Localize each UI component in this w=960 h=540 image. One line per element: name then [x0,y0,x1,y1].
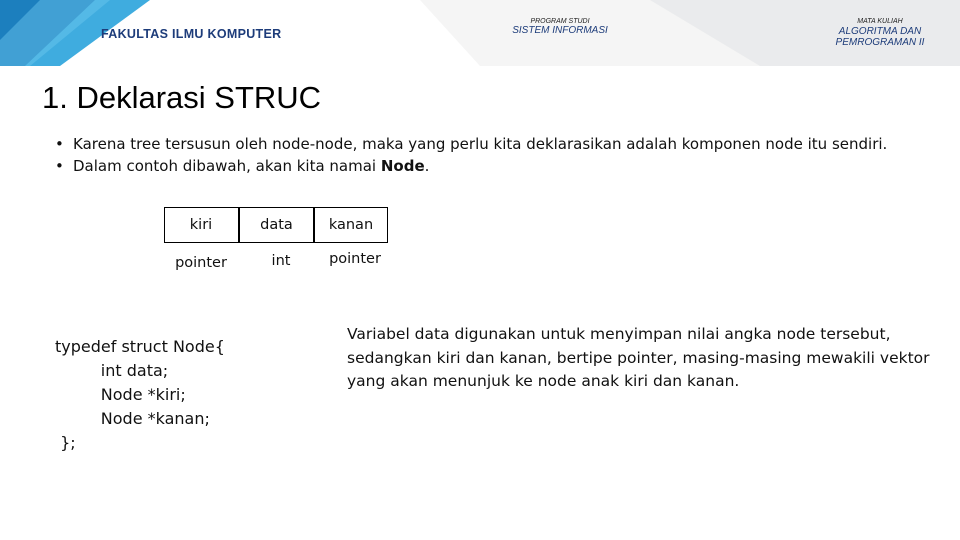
node-cell-kanan: kanan [328,217,374,233]
code-line: }; [60,433,76,452]
code-block [55,335,225,455]
node-type-kanan: pointer [329,251,381,267]
node-type-data: int [271,253,291,269]
program-name: SISTEM INFORMASI [512,25,608,36]
code-indent [55,409,101,428]
header-bar [0,0,960,66]
code-line: typedef struct Node{ [55,337,225,356]
course [820,18,940,48]
slide-title: 1. Deklarasi STRUC [42,80,322,115]
course-name-line1: ALGORITMA DAN [838,26,922,37]
faculty-name: FAKULTAS ILMU KOMPUTER [101,27,282,41]
bullet-item [55,155,905,177]
code-line: int data; [100,361,169,380]
node-cell-kiri: kiri [189,217,213,233]
explanation-text: Variabel data digunakan untuk menyimpan nilai angka node tersebut, sedangkan kiri dan kanan, bertipe pointer, masing-masing mewakili vektor yang akan menunjuk ke node anak kiri dan kanan. [347,325,930,390]
code-line: Node *kanan; [100,409,210,428]
bullet-list [55,133,905,177]
bullet-end: . [424,157,430,175]
code-line: Node *kiri; [100,385,186,404]
program-label: PROGRAM STUDI [530,18,590,25]
course-name-line2: PEMROGRAMAN II [835,37,925,48]
code-indent [55,361,101,380]
node-type-kiri: pointer [175,255,227,271]
node-cell-data: data [260,217,293,233]
code-indent [55,385,101,404]
course-label: MATA KULIAH [857,18,903,25]
program-study [500,18,620,36]
bullet-emphasis: Node [380,157,425,175]
bullet-text: Dalam contoh dibawah, akan kita namai [73,157,381,175]
bullet-item: • Karena tree tersusun oleh node-node, maka yang perlu kita deklarasikan adalah komponen node itu sendiri. [55,133,905,155]
